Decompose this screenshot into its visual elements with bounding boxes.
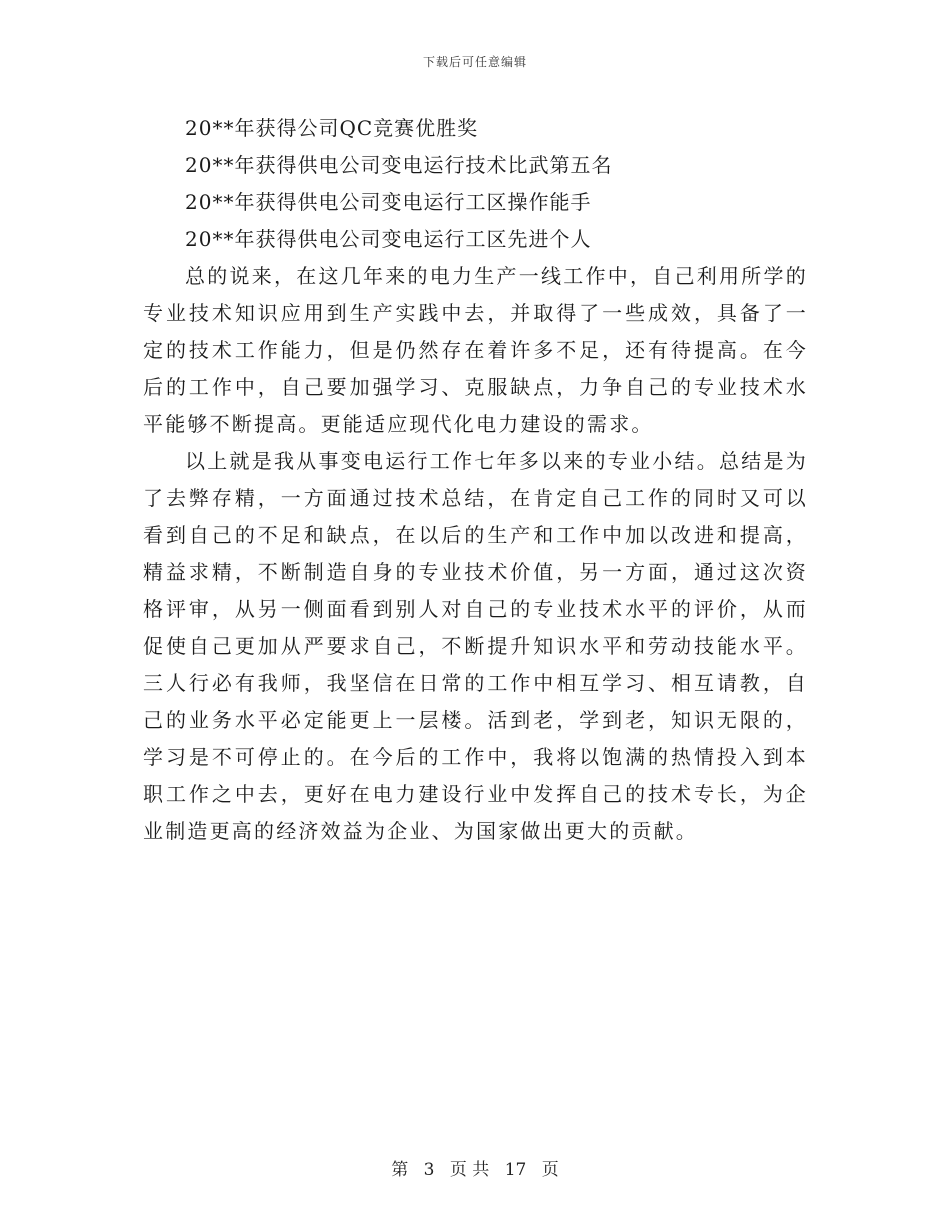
- page-footer: [0, 1155, 950, 1180]
- footer-prefix: 第: [391, 1160, 409, 1180]
- page-number: 3: [423, 1160, 435, 1180]
- page-header: 下载后可任意编辑: [422, 55, 527, 69]
- document-body: [143, 110, 808, 850]
- award-item: 20**年获得公司QC竞赛优胜奖: [185, 116, 479, 140]
- total-pages: 17: [504, 1160, 527, 1180]
- award-item: 20**年获得供电公司变电运行工区操作能手: [185, 190, 592, 214]
- summary-paragraph: 总的说来，在这几年来的电力生产一线工作中，自己利用所学的专业技术知识应用到生产实践中去，并取得了一些成效，具备了一定的技术工作能力，但是仍然存在着许多不足，还有待提高。在今后的工作中，自己要加强学习、克服缺点，力争自己的专业技术水平能够不断提高。更能适应现代化电力建设的需求。: [143, 264, 808, 436]
- footer-suffix: 页: [541, 1160, 559, 1180]
- award-item: 20**年获得供电公司变电运行工区先进个人: [185, 227, 592, 251]
- footer-middle: 页 共: [449, 1160, 490, 1180]
- conclusion-paragraph: 以上就是我从事变电运行工作七年多以来的专业小结。总结是为了去弊存精，一方面通过技术总结，在肯定自己工作的同时又可以看到自己的不足和缺点，在以后的生产和工作中加以改进和提高，精益求精，不断制造自身的专业技术价值，另一方面，通过这次资格评审，从另一侧面看到别人对自己的专业技术水平的评价，从而促使自己更加从严要求自己，不断提升知识水平和劳动技能水平。三人行必有我师，我坚信在日常的工作中相互学习、相互请教，自己的业务水平必定能更上一层楼。活到老，学到老，知识无限的，学习是不可停止的。在今后的工作中，我将以饱满的热情投入到本职工作之中去，更好在电力建设行业中发挥自己的技术专长，为企业制造更高的经济效益为企业、为国家做出更大的贡献。: [143, 449, 808, 843]
- award-item: 20**年获得供电公司变电运行技术比武第五名: [185, 153, 613, 177]
